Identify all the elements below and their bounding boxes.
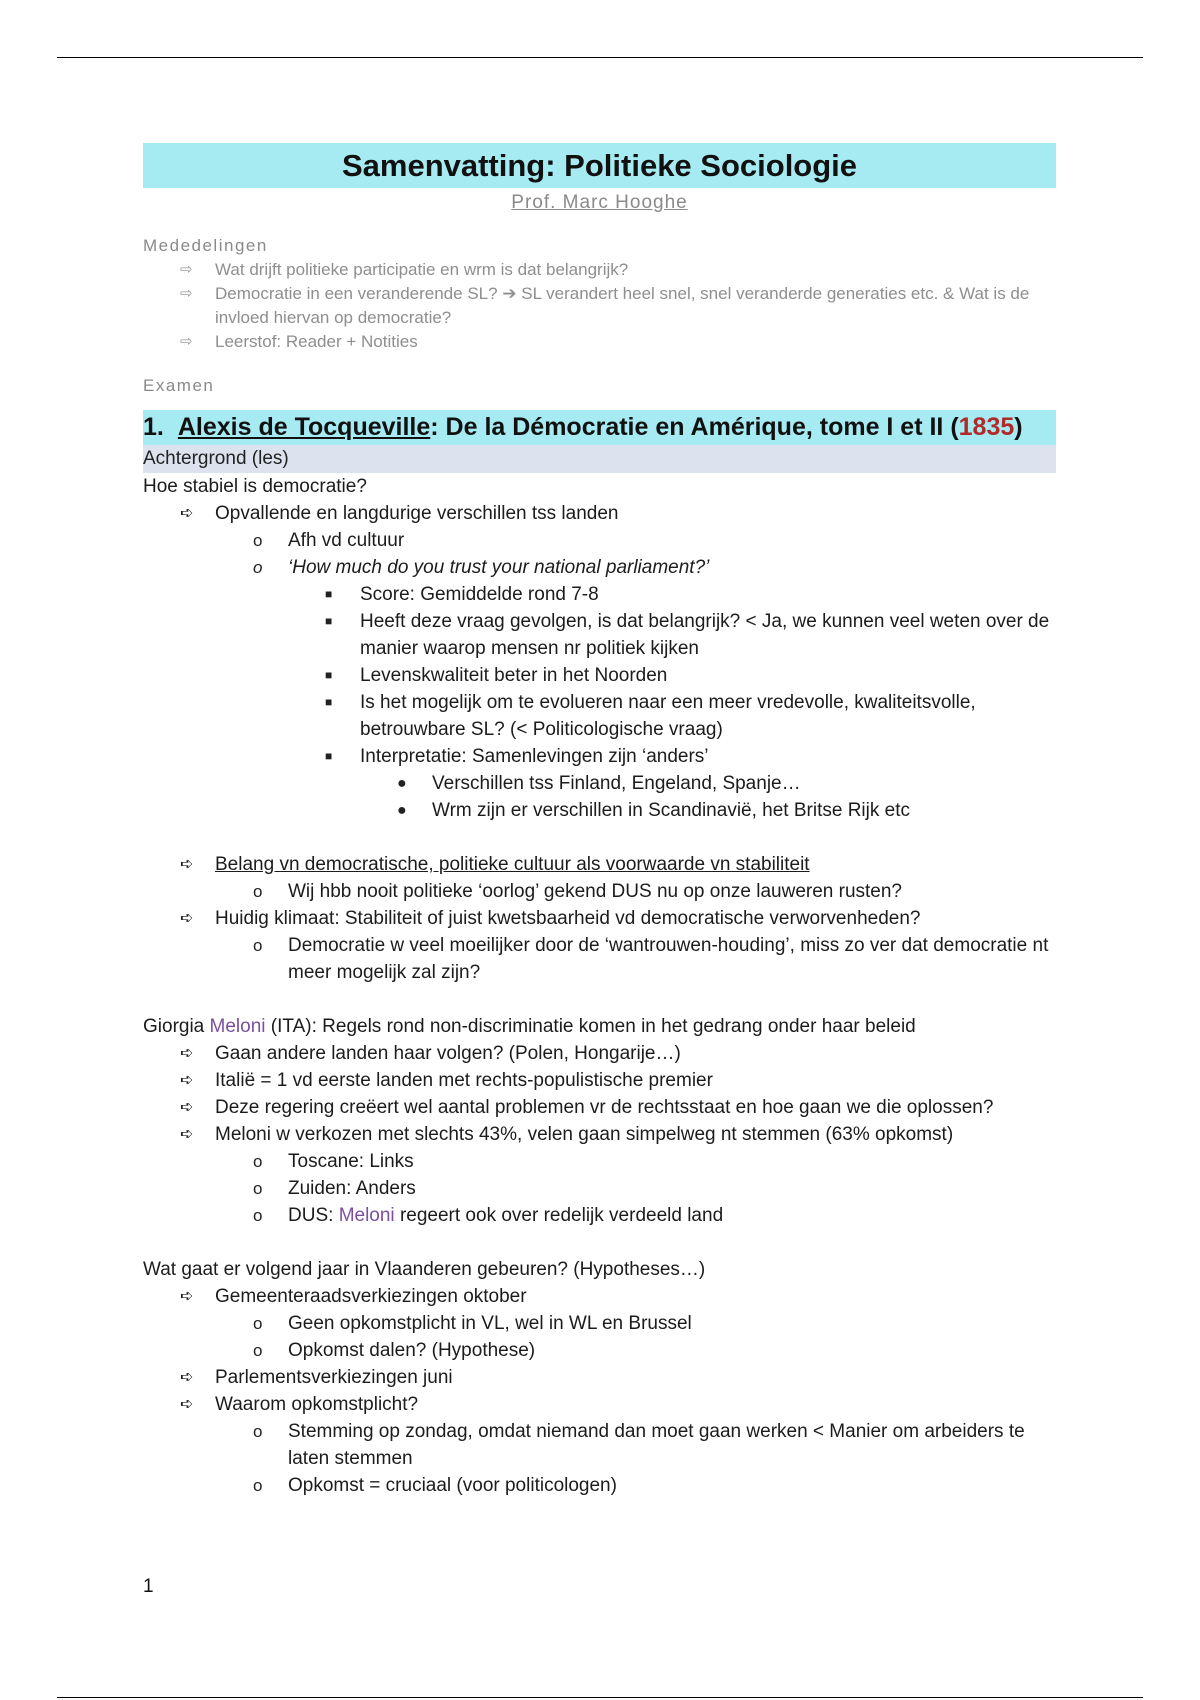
list-item-text: Parlementsverkiezingen juni <box>215 1367 453 1388</box>
list-item <box>143 878 1056 905</box>
list-item <box>143 1067 1056 1094</box>
square-bullet-icon: ■ <box>325 695 333 709</box>
circle-bullet-icon: o <box>253 882 263 901</box>
circle-bullet-icon: o <box>253 558 263 577</box>
list-item-text: Levenskwaliteit beter in het Noorden <box>360 665 668 686</box>
list-item <box>143 1310 1056 1337</box>
spacer <box>143 824 1056 851</box>
list-item-text: Waarom opkomstplicht? <box>215 1394 419 1415</box>
list-item-text: Stemming op zondag, omdat niemand dan moet gaan werken < Manier om arbeiders te laten stemmen <box>288 1421 1025 1469</box>
square-bullet-icon: ■ <box>325 587 333 601</box>
list-item <box>143 851 1056 878</box>
list-item <box>143 554 1056 581</box>
list-item <box>143 1148 1056 1175</box>
list-item-text: Gemeenteraadsverkiezingen oktober <box>215 1286 527 1307</box>
list-item <box>143 1040 1056 1067</box>
square-bullet-icon: ■ <box>325 614 333 628</box>
list-item-text: Opkomst = cruciaal (voor politicologen) <box>288 1475 617 1496</box>
paragraph <box>143 1013 1056 1040</box>
page-top-rule <box>57 57 1143 58</box>
list-item-text: Wat drijft politieke participatie en wrm is dat belangrijk? <box>215 260 629 279</box>
spacer <box>143 986 1056 1013</box>
list-item <box>143 1094 1056 1121</box>
circle-bullet-icon: o <box>253 1476 263 1495</box>
arrow-bullet-icon: ➪ <box>180 1369 194 1386</box>
list-item-text: Toscane: Links <box>288 1151 414 1172</box>
list-item-text: Score: Gemiddelde rond 7-8 <box>360 584 599 605</box>
list-item-text: Afh vd cultuur <box>288 530 405 551</box>
list-item <box>143 770 1056 797</box>
list-item-text: Wrm zijn er verschillen in Scandinavië, het Britse Rijk etc <box>432 800 910 821</box>
section-title-close: ) <box>1014 413 1023 441</box>
list-item <box>143 689 1056 743</box>
circle-bullet-icon: o <box>253 1206 263 1225</box>
list-item-text: Gaan andere landen haar volgen? (Polen, Hongarije…) <box>215 1043 681 1064</box>
list-item <box>143 1283 1056 1310</box>
arrow-bullet-icon: ➪ <box>180 910 194 927</box>
list-item-text: Wij hbb nooit politieke ‘oorlog’ gekend DUS nu op onze lauweren rusten? <box>288 881 903 902</box>
arrow-bullet-icon: ⇨ <box>180 285 193 302</box>
page-number: 1 <box>143 1576 154 1597</box>
spacer <box>143 1229 1056 1256</box>
list-item <box>143 1337 1056 1364</box>
list-item-text: Belang vn democratische, politieke cultuur als voorwaarde vn stabiliteit <box>215 854 810 875</box>
list-item <box>143 1418 1056 1472</box>
list-item <box>143 1472 1056 1499</box>
paragraph: Hoe stabiel is democratie? <box>143 476 367 497</box>
list-item <box>143 1121 1056 1148</box>
list-item-text: Leerstof: Reader + Notities <box>215 332 418 351</box>
list-item-text: Zuiden: Anders <box>288 1178 416 1199</box>
list-item-text: Geen opkomstplicht in VL, wel in WL en Brussel <box>288 1313 692 1334</box>
arrow-bullet-icon: ➪ <box>180 856 194 873</box>
arrow-bullet-icon: ➪ <box>180 1072 194 1089</box>
square-bullet-icon: ■ <box>325 749 333 763</box>
document-subtitle <box>143 190 1056 216</box>
document-body <box>143 143 1056 1499</box>
arrow-bullet-icon: ➪ <box>180 1045 194 1062</box>
list-item <box>143 608 1056 662</box>
list-item <box>143 1364 1056 1391</box>
list-item-text: Heeft deze vraag gevolgen, is dat belangrijk? < Ja, we kunnen veel weten over de manier waarop mensen nr politiek kijken <box>360 611 1050 659</box>
author-name: Prof. Marc Hooghe <box>511 192 688 213</box>
list-item <box>143 905 1056 932</box>
list-item <box>143 500 1056 527</box>
circle-bullet-icon: o <box>253 1179 263 1198</box>
list-item-text: Verschillen tss Finland, Engeland, Spanje… <box>432 773 801 794</box>
list-item-text: Opkomst dalen? (Hypothese) <box>288 1340 536 1361</box>
square-bullet-icon: ■ <box>325 668 333 682</box>
list-item <box>143 258 1056 282</box>
list-item <box>143 743 1056 770</box>
announcements-label: Mededelingen <box>143 236 268 255</box>
list-item <box>143 1175 1056 1202</box>
dot-bullet-icon: ● <box>397 775 407 792</box>
arrow-bullet-icon: ➪ <box>180 1288 194 1305</box>
list-item-text: DUS: <box>288 1205 339 1226</box>
list-item-text: Democratie in een veranderende SL? ➔ SL verandert heel snel, snel veranderde generaties etc. & Wat is de invloed hiervan op democratie? <box>215 284 1030 327</box>
paragraph: Wat gaat er volgend jaar in Vlaanderen gebeuren? (Hypotheses…) <box>143 1259 706 1280</box>
list-item-text: Interpretatie: Samenlevingen zijn ‘anders’ <box>360 746 709 767</box>
list-item <box>143 797 1056 824</box>
list-item-text: Is het mogelijk om te evolueren naar een meer vredevolle, kwaliteitsvolle, betrouwbare SL? (< Politicologische vraag) <box>360 692 976 740</box>
exam-label: Examen <box>143 376 215 395</box>
section-author: Alexis de Tocqueville <box>177 413 431 441</box>
subsection-heading: Achtergrond (les) <box>143 445 1056 473</box>
announcements-list <box>143 258 1056 354</box>
circle-bullet-icon: o <box>253 1314 263 1333</box>
list-item-text: Italië = 1 vd eerste landen met rechts-populistische premier <box>215 1070 713 1091</box>
list-item <box>143 1202 1056 1229</box>
circle-bullet-icon: o <box>253 531 263 550</box>
list-item <box>143 662 1056 689</box>
list-item-text: Democratie w veel moeilijker door de ‘wantrouwen-houding’, miss zo ver dat democratie nt meer mogelijk zal zijn? <box>288 935 1049 983</box>
section-content <box>143 473 1056 1499</box>
page-bottom-rule <box>57 1697 1143 1698</box>
circle-bullet-icon: o <box>253 1422 263 1441</box>
circle-bullet-icon: o <box>253 1152 263 1171</box>
arrow-bullet-icon: ➪ <box>180 505 194 522</box>
arrow-bullet-icon: ➪ <box>180 1099 194 1116</box>
circle-bullet-icon: o <box>253 1341 263 1360</box>
list-item <box>143 1391 1056 1418</box>
list-item <box>143 932 1056 986</box>
arrow-bullet-icon: ➪ <box>180 1396 194 1413</box>
list-item-text: Meloni w verkozen met slechts 43%, velen gaan simpelweg nt stemmen (63% opkomst) <box>215 1124 954 1145</box>
highlighted-name: Meloni <box>209 1016 266 1037</box>
list-item-text: ‘How much do you trust your national parliament?’ <box>288 557 710 578</box>
list-item-text: Huidig klimaat: Stabiliteit of juist kwetsbaarheid vd democratische verworvenheden? <box>215 908 921 929</box>
list-item-text: regeert ook over redelijk verdeeld land <box>394 1205 724 1226</box>
arrow-bullet-icon: ➪ <box>180 1126 194 1143</box>
list-item <box>143 330 1056 354</box>
section-number: 1. <box>143 413 164 441</box>
list-item-text: Deze regering creëert wel aantal problemen vr de rechtsstaat en hoe gaan we die oplossen? <box>215 1097 994 1118</box>
section-year: 1835 <box>958 413 1015 441</box>
paragraph-text: Giorgia <box>143 1016 210 1037</box>
section-title-text: : De la Démocratie en Amérique, tome I et II ( <box>430 413 959 441</box>
arrow-bullet-icon: ⇨ <box>180 333 193 350</box>
circle-bullet-icon: o <box>253 936 263 955</box>
dot-bullet-icon: ● <box>397 802 407 819</box>
arrow-bullet-icon: ⇨ <box>180 261 193 278</box>
list-item-text: Opvallende en langdurige verschillen tss landen <box>215 503 619 524</box>
document-title: Samenvatting: Politieke Sociologie <box>143 143 1056 188</box>
list-item <box>143 282 1056 330</box>
list-item <box>143 581 1056 608</box>
highlighted-name: Meloni <box>338 1205 395 1226</box>
section-heading <box>143 410 1056 445</box>
list-item <box>143 527 1056 554</box>
paragraph-text: (ITA): Regels rond non-discriminatie komen in het gedrang onder haar beleid <box>265 1016 916 1037</box>
